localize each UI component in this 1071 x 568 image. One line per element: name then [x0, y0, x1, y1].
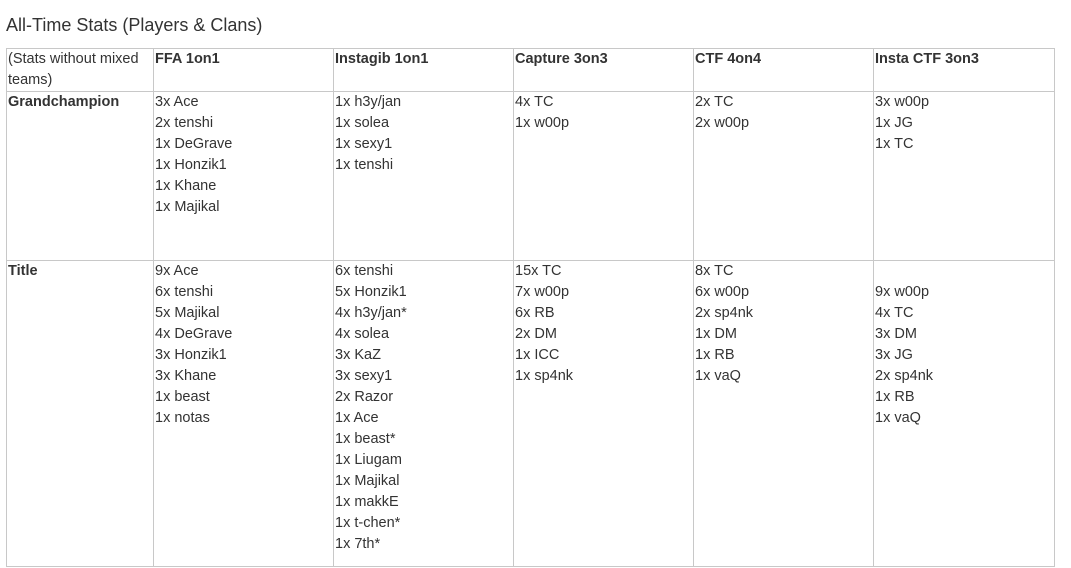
stat-entry: 5x Honzik1 — [335, 284, 407, 300]
stat-entry: 2x tenshi — [155, 115, 214, 131]
stat-entry: 6x tenshi — [335, 263, 394, 279]
stat-entry: 4x TC — [515, 94, 554, 110]
stat-entry: 1x tenshi — [335, 157, 394, 173]
header-row — [7, 49, 1055, 92]
stat-entry: 9x Ace — [155, 263, 199, 279]
column-header: Insta CTF 3on3 — [874, 49, 1055, 92]
stat-entry: 1x vaQ — [695, 368, 741, 384]
column-header: CTF 4on4 — [694, 49, 874, 92]
row-label: Grandchampion — [7, 92, 154, 261]
table-cell — [514, 92, 694, 261]
stat-entry: 15x TC — [515, 263, 562, 279]
stat-entry: 3x w00p — [875, 94, 930, 110]
stat-entry: 1x sexy1 — [335, 136, 393, 152]
table-cell — [874, 92, 1055, 261]
stat-entry: 6x RB — [515, 305, 555, 321]
stat-entry: 9x w00p — [875, 284, 930, 300]
stat-entry: 1x Majikal — [335, 473, 400, 489]
stats-table — [6, 48, 1055, 567]
stat-entry: 3x KaZ — [335, 347, 381, 363]
table-cell — [154, 92, 334, 261]
table-row — [7, 92, 1055, 261]
stat-entry: 1x Honzik1 — [155, 157, 227, 173]
stat-entry: 1x notas — [155, 410, 210, 426]
stat-entry: 2x w00p — [695, 115, 750, 131]
stat-entry: 3x JG — [875, 347, 913, 363]
stat-entry: 1x w00p — [515, 115, 570, 131]
stat-entry: 4x TC — [875, 305, 914, 321]
stat-entry: 1x Ace — [335, 410, 379, 426]
stat-entry: 1x h3y/jan — [335, 94, 402, 110]
stat-entry: 1x t-chen* — [335, 515, 401, 531]
stat-entry: 2x DM — [515, 326, 557, 342]
table-cell — [514, 261, 694, 567]
stat-entry: 3x Honzik1 — [155, 347, 227, 363]
stat-entry: 3x DM — [875, 326, 917, 342]
stat-entry: 6x tenshi — [155, 284, 214, 300]
stat-entry: 1x Majikal — [155, 199, 220, 215]
stat-entry: 2x sp4nk — [875, 368, 934, 384]
page-title: All-Time Stats (Players & Clans) — [6, 15, 263, 35]
stat-entry: 1x DeGrave — [155, 136, 233, 152]
stat-entry: 1x beast — [155, 389, 210, 405]
stat-entry: 7x w00p — [515, 284, 570, 300]
stat-entry: 1x solea — [335, 115, 390, 131]
table-cell — [334, 92, 514, 261]
stat-entry: 1x TC — [875, 136, 914, 152]
stat-entry: 6x w00p — [695, 284, 750, 300]
column-header: Instagib 1on1 — [334, 49, 514, 92]
stat-entry: 2x Razor — [335, 389, 394, 405]
stat-entry: 3x Khane — [155, 368, 217, 384]
stat-entry: 1x ICC — [515, 347, 560, 363]
stat-entry — [875, 261, 1054, 282]
table-cell — [334, 261, 514, 567]
stat-entry: 3x Ace — [155, 94, 199, 110]
table-cell — [694, 92, 874, 261]
stat-entry: 1x sp4nk — [515, 368, 574, 384]
stat-entry: 1x makkE — [335, 494, 399, 510]
stat-entry: 4x solea — [335, 326, 390, 342]
stat-entry: 4x h3y/jan* — [335, 305, 407, 321]
row-label: Title — [7, 261, 154, 567]
stat-entry: 1x DM — [695, 326, 737, 342]
stat-entry: 4x DeGrave — [155, 326, 233, 342]
stat-entry: 2x sp4nk — [695, 305, 754, 321]
stat-entry: 1x Khane — [155, 178, 217, 194]
stat-entry: 5x Majikal — [155, 305, 220, 321]
stat-entry: 1x RB — [695, 347, 735, 363]
stat-entry: 1x 7th* — [335, 536, 381, 552]
stat-entry: 3x sexy1 — [335, 368, 393, 384]
stat-entry: 1x JG — [875, 115, 913, 131]
table-cell — [874, 261, 1055, 567]
stat-entry: 8x TC — [695, 263, 734, 279]
table-row — [7, 261, 1055, 567]
stat-entry: 1x Liugam — [335, 452, 402, 468]
table-cell — [694, 261, 874, 567]
column-header: FFA 1on1 — [154, 49, 334, 92]
stat-entry: 1x vaQ — [875, 410, 921, 426]
corner-note: (Stats without mixed teams) — [7, 49, 154, 92]
stat-entry: 1x beast* — [335, 431, 396, 447]
column-header: Capture 3on3 — [514, 49, 694, 92]
stat-entry: 1x RB — [875, 389, 915, 405]
table-cell — [154, 261, 334, 567]
stat-entry: 2x TC — [695, 94, 734, 110]
